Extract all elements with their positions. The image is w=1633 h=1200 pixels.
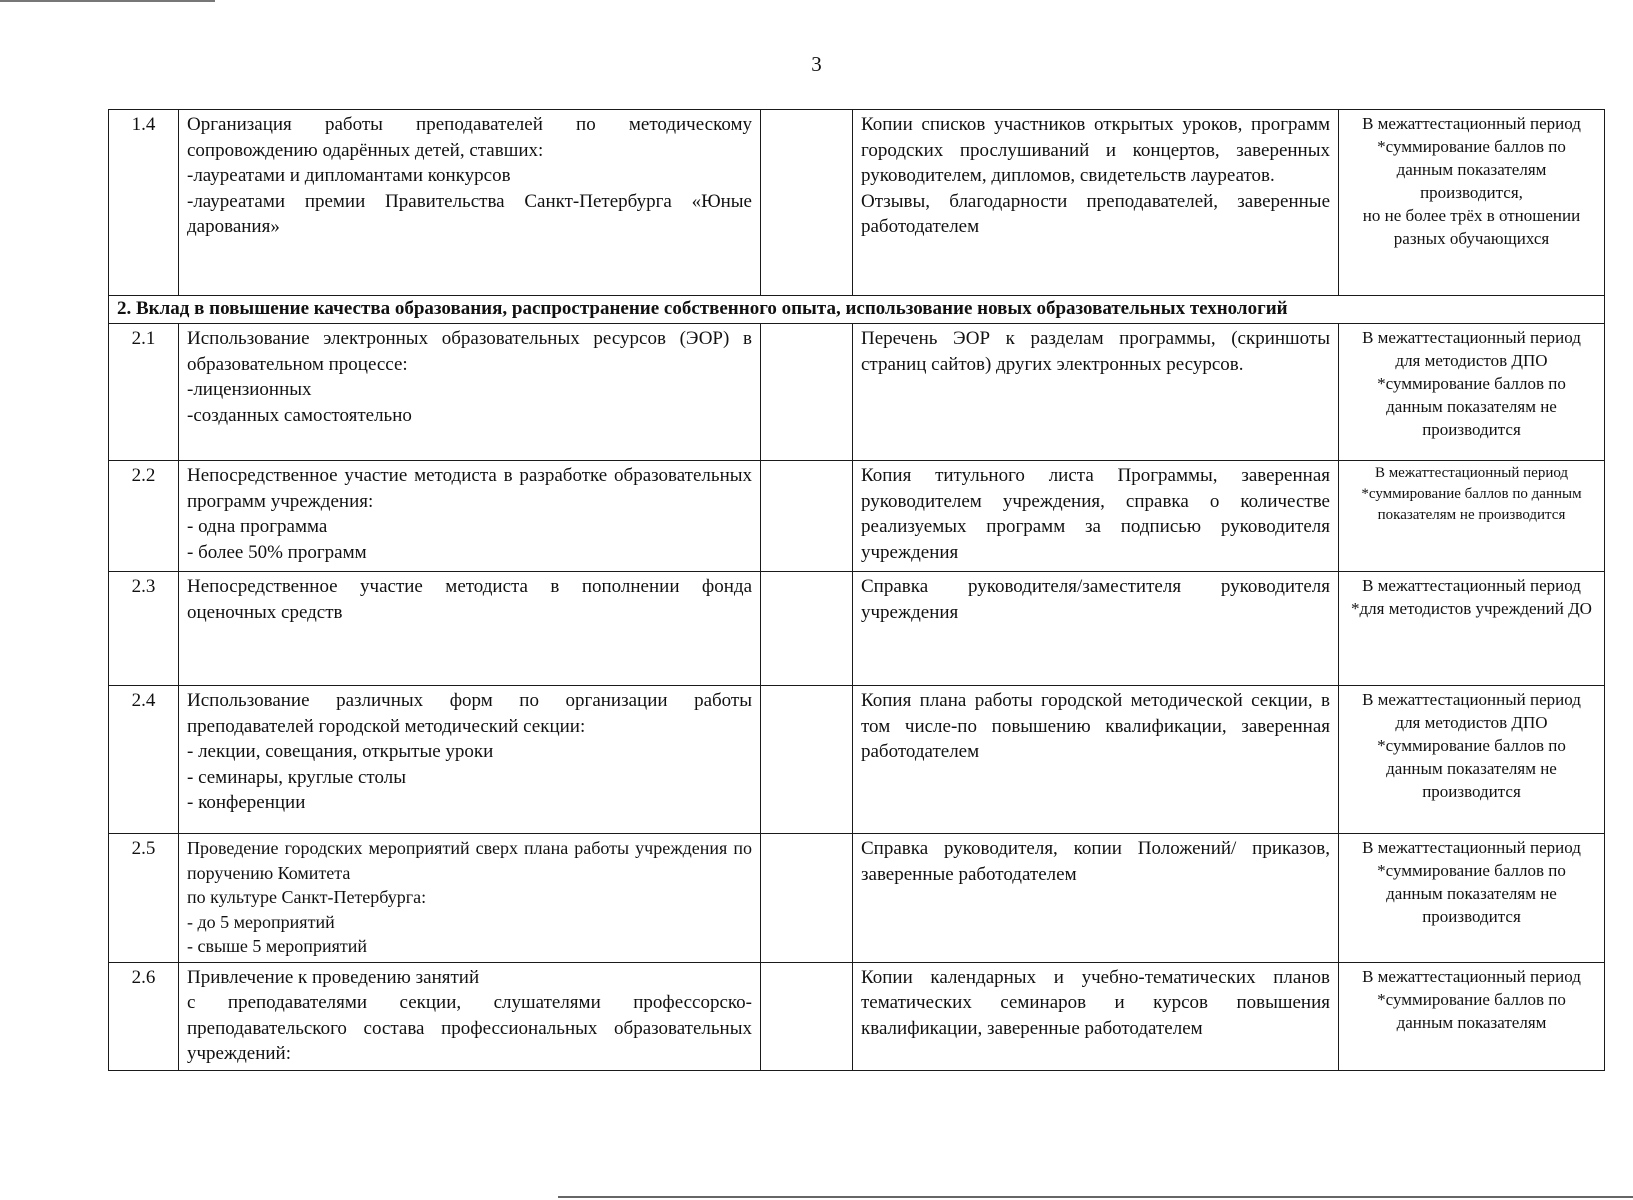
item-documents <box>853 324 1339 461</box>
item-documents <box>853 461 1339 572</box>
item-number: 2.6 <box>109 962 179 1070</box>
documents-line: Копия титульного листа Программы, заверенная руководителем учреждения, справка о количестве реализуемых программ за подписью руководителя учреждения <box>861 465 1330 563</box>
description-line: - свыше 5 мероприятий <box>187 936 367 956</box>
item-points <box>761 834 853 963</box>
item-note <box>1339 686 1605 834</box>
item-number: 2.1 <box>109 324 179 461</box>
description-line: - более 50% программ <box>187 541 367 563</box>
scan-edge-top <box>0 0 215 2</box>
description-line: Использование электронных образовательных ресурсов (ЭОР) в образовательном процессе: <box>187 328 752 375</box>
note-line: для методистов ДПО <box>1395 713 1548 732</box>
item-points <box>761 324 853 461</box>
table-row <box>109 834 1605 963</box>
item-note <box>1339 572 1605 686</box>
item-note <box>1339 461 1605 572</box>
item-number: 2.4 <box>109 686 179 834</box>
description-line: - конференции <box>187 792 306 813</box>
note-line: В межаттестационный период <box>1374 465 1569 481</box>
table-row <box>109 686 1605 834</box>
item-note <box>1339 834 1605 963</box>
item-points <box>761 461 853 572</box>
section-title: 2. Вклад в повышение качества образования, распространение собственного опыта, использование новых образовательных технологий <box>109 296 1605 324</box>
note-line: *суммирование баллов по данным показателям не производится <box>1377 374 1566 439</box>
item-points <box>761 686 853 834</box>
item-documents <box>853 572 1339 686</box>
item-description <box>179 834 761 963</box>
note-line: *суммирование баллов по данным показателям <box>1377 989 1566 1032</box>
description-line: -лауреатами и дипломантами конкурсов <box>187 165 511 186</box>
table-row <box>109 962 1605 1070</box>
table-row <box>109 110 1605 296</box>
documents-line: Копии списков участников открытых уроков, программ городских прослушиваний и концертов, заверенных руководителем, дипломов, свидетельств лауреатов. <box>861 114 1330 186</box>
criteria-table-body <box>109 110 1605 1071</box>
item-note <box>1339 110 1605 296</box>
item-description <box>179 110 761 296</box>
description-line: - одна программа <box>187 516 328 537</box>
description-line: -созданных самостоятельно <box>187 404 412 426</box>
item-points <box>761 572 853 686</box>
criteria-table <box>108 109 1605 1071</box>
section-row <box>109 296 1605 324</box>
note-line: *суммирование баллов по данным показателям не производится <box>1377 861 1566 926</box>
note-line: В межаттестационный период <box>1362 838 1581 857</box>
item-documents <box>853 962 1339 1070</box>
table-row <box>109 572 1605 686</box>
item-documents <box>853 110 1339 296</box>
description-line: -лицензионных <box>187 379 312 400</box>
item-points <box>761 962 853 1070</box>
documents-line: Копия плана работы городской методической секции, в том числе-по повышению квалификации, заверенная работодателем <box>861 690 1330 762</box>
scan-edge-bottom <box>558 1196 1633 1198</box>
documents-line: Копии календарных и учебно-тематических планов тематических семинаров и курсов повышения квалификации, заверенные работодателем <box>861 966 1330 1039</box>
description-line: с преподавателями секции, слушателями профессорско-преподавательского состава профессиональных образовательных учреждений: <box>187 992 752 1064</box>
item-description <box>179 324 761 461</box>
description-line: - семинары, круглые столы <box>187 766 406 788</box>
description-line: Проведение городских мероприятий сверх плана работы учреждения по поручению Комитета <box>187 838 752 883</box>
description-line: Непосредственное участие методиста в разработке образовательных программ учреждения: <box>187 465 752 512</box>
item-note <box>1339 324 1605 461</box>
table-row <box>109 461 1605 572</box>
item-documents <box>853 686 1339 834</box>
note-line: *для методистов учреждений ДО <box>1351 599 1592 618</box>
item-description <box>179 686 761 834</box>
note-line: В межаттестационный период <box>1362 328 1581 347</box>
description-line: Непосредственное участие методиста в пополнении фонда оценочных средств <box>187 576 752 623</box>
note-line: но не более трёх в отношении разных обучающихся <box>1362 206 1581 248</box>
item-note <box>1339 962 1605 1070</box>
description-line: - до 5 мероприятий <box>187 911 335 932</box>
item-points <box>761 110 853 296</box>
item-description <box>179 572 761 686</box>
description-line: Организация работы преподавателей по методическому сопровождению одарённых детей, ставших: <box>187 114 752 161</box>
note-line: В межаттестационный период <box>1362 966 1581 986</box>
item-number: 2.2 <box>109 461 179 572</box>
item-description <box>179 461 761 572</box>
description-line: - лекции, совещания, открытые уроки <box>187 741 494 762</box>
item-number: 1.4 <box>109 110 179 296</box>
description-line: -лауреатами премии Правительства Санкт-Петербурга «Юные дарования» <box>187 190 752 237</box>
note-line: *суммирование баллов по данным показателям не производится <box>1377 736 1566 801</box>
documents-line: Справка руководителя/заместителя руководителя учреждения <box>861 576 1330 623</box>
documents-line: Отзывы, благодарности преподавателей, заверенные работодателем <box>861 190 1330 237</box>
note-line: *суммирование баллов по данным показателям производится, <box>1377 137 1566 202</box>
description-line: по культуре Санкт-Петербурга: <box>187 887 427 907</box>
note-line: для методистов ДПО <box>1395 351 1548 370</box>
item-documents <box>853 834 1339 963</box>
documents-line: Справка руководителя, копии Положений/ приказов, заверенные работодателем <box>861 838 1330 885</box>
description-line: Привлечение к проведению занятий <box>187 966 480 988</box>
description-line: Использование различных форм по организации работы преподавателей городской методический секции: <box>187 690 752 737</box>
note-line: *суммирование баллов по данным показателям не производится <box>1361 486 1582 523</box>
item-number: 2.3 <box>109 572 179 686</box>
page-number: 3 <box>811 52 822 76</box>
note-line: В межаттестационный период <box>1362 114 1581 133</box>
documents-line: Перечень ЭОР к разделам программы, (скриншоты страниц сайтов) других электронных ресурсов. <box>861 328 1330 375</box>
note-line: В межаттестационный период <box>1362 576 1581 595</box>
item-number: 2.5 <box>109 834 179 963</box>
note-line: В межаттестационный период <box>1362 690 1581 709</box>
table-row <box>109 324 1605 461</box>
item-description <box>179 962 761 1070</box>
